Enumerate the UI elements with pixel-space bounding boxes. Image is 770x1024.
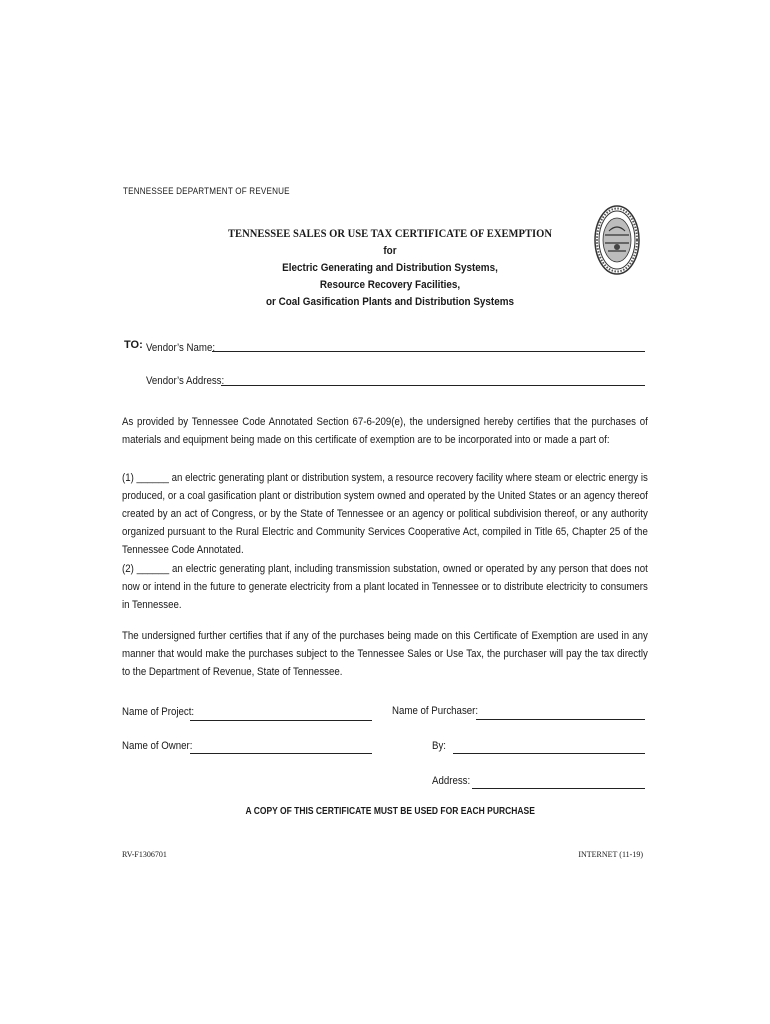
purchaser-label: Name of Purchaser:	[392, 705, 479, 717]
owner-label: Name of Owner:	[122, 740, 193, 752]
address-field[interactable]	[474, 774, 644, 788]
form-number: RV-F1306701	[122, 850, 167, 859]
address-underline	[472, 788, 645, 789]
title-line-1: TENNESSEE SALES OR USE TAX CERTIFICATE OF EXEMPTION	[227, 228, 553, 240]
to-label: TO:	[124, 339, 143, 351]
agency-name: TENNESSEE DEPARTMENT OF REVENUE	[123, 186, 290, 196]
address-label: Address:	[432, 775, 471, 787]
purchaser-field[interactable]	[478, 705, 644, 719]
option-1-text: (1) ______ an electric generating plant or distribution system, a resource recovery facility where steam or electric energy is produced, or a coal gasification plant or distribution system owned and operated by the United States or an agency thereof created by an act of Congress, or by the State of Tennessee or an agency or political subdivision thereof, or any authority organized pursuant to the Rural Electric and Community Services Cooperative Act, compiled in Title 65, Chapter 25 of the Tennessee Code Annotated.	[122, 472, 648, 556]
option-2-paragraph	[122, 560, 648, 614]
intro-text: As provided by Tennessee Code Annotated Section 67-6-209(e), the undersigned hereby certifies that the purchases of materials and equipment being made on this certificate of exemption are to be incorporated into or made a part of:	[122, 416, 648, 446]
edition-label: INTERNET (11-19)	[578, 850, 643, 859]
vendor-address-field[interactable]	[223, 371, 644, 385]
vendor-name-field[interactable]	[214, 337, 644, 351]
vendor-name-label: Vendor’s Name:	[146, 342, 216, 354]
option-1-paragraph	[122, 469, 648, 559]
copy-notice-text: A COPY OF THIS CERTIFICATE MUST BE USED FOR EACH PURCHASE	[245, 806, 535, 817]
project-field[interactable]	[192, 706, 372, 720]
by-field[interactable]	[455, 739, 644, 753]
state-seal-icon	[594, 205, 640, 275]
further-certification-paragraph	[122, 627, 648, 681]
title-line-4: Resource Recovery Facilities,	[319, 279, 461, 291]
title-line-3: Electric Generating and Distribution Systems,	[282, 262, 498, 274]
intro-paragraph	[122, 413, 648, 449]
copy-notice	[200, 806, 580, 817]
title-line-5: or Coal Gasification Plants and Distribution Systems	[265, 296, 515, 308]
title-line-2: for	[383, 245, 397, 257]
by-label: By:	[432, 740, 446, 752]
project-underline	[190, 720, 372, 721]
option-2-text: (2) ______ an electric generating plant, including transmission substation, owned or operated by any person that does not now or intend in the future to generate electricity from a plant located in Tennessee or to distribute electricity to consumers in Tennessee.	[122, 563, 648, 611]
owner-underline	[190, 753, 372, 754]
project-label: Name of Project:	[122, 706, 195, 718]
purchaser-underline	[476, 719, 645, 720]
vendor-name-underline	[212, 351, 645, 352]
vendor-address-label: Vendor’s Address:	[146, 375, 225, 387]
further-certification-text: The undersigned further certifies that if any of the purchases being made on this Certificate of Exemption are used in any manner that would make the purchases subject to the Tennessee Sales or Use Tax, the purchaser will pay the tax directly to the Department of Revenue, State of Tennessee.	[122, 630, 648, 678]
owner-field[interactable]	[192, 739, 372, 753]
by-underline	[453, 753, 645, 754]
form-title	[180, 226, 600, 311]
vendor-address-underline	[221, 385, 645, 386]
